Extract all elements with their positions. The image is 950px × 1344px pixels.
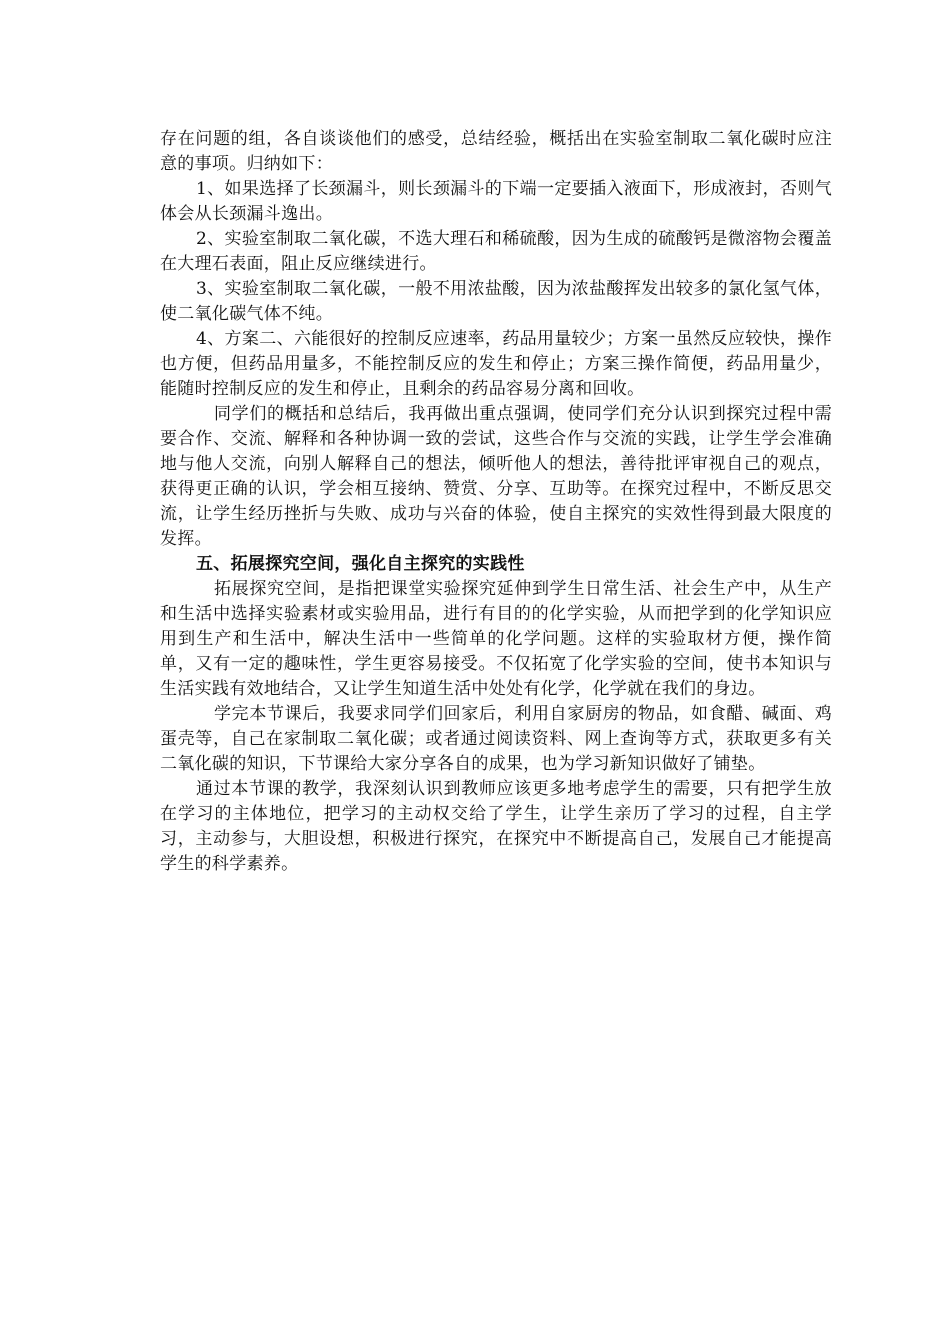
document-page — [160, 127, 832, 877]
paragraph-intro: 存在问题的组，各自谈谈他们的感受，总结经验，概括出在实验室制取二氧化碳时应注意的事项。归纳如下： — [160, 129, 832, 174]
paragraph-conclusion: 通过本节课的教学，我深刻认识到教师应该更多地考虑学生的需要，只有把学生放在学习的主体地位，把学习的主动权交给了学生，让学生亲历了学习的过程，自主学习，主动参与，大胆设想，积极进行探究，在探究中不断提高自己，发展自己才能提高学生的科学素养。 — [160, 779, 832, 874]
list-item-4: 4、方案二、六能很好的控制反应速率，药品用量较少；方案一虽然反应较快，操作也方便，但药品用量多，不能控制反应的发生和停止；方案三操作简便，药品用量少，能随时控制反应的发生和停止，且剩余的药品容易分离和回收。 — [160, 329, 832, 399]
section-heading-5: 五、拓展探究空间，强化自主探究的实践性 — [196, 554, 525, 574]
list-item-3: 3、实验室制取二氧化碳，一般不用浓盐酸，因为浓盐酸挥发出较多的氯化氢气体，使二氧化碳气体不纯。 — [160, 279, 832, 324]
paragraph-expand: 拓展探究空间，是指把课堂实验探究延伸到学生日常生活、社会生产中，从生产和生活中选择实验素材或实验用品，进行有目的的化学实验，从而把学到的化学知识应用到生产和生活中，解决生活中一些简单的化学问题。这样的实验取材方便，操作简单，又有一定的趣味性，学生更容易接受。不仅拓宽了化学实验的空间，使书本知识与生活实践有效地结合，又让学生知道生活中处处有化学，化学就在我们的身边。 — [160, 579, 832, 699]
list-item-2: 2、实验室制取二氧化碳，不选大理石和稀硫酸，因为生成的硫酸钙是微溶物会覆盖在大理石表面，阻止反应继续进行。 — [160, 229, 832, 274]
paragraph-homework: 学完本节课后，我要求同学们回家后，利用自家厨房的物品，如食醋、碱面、鸡蛋壳等，自己在家制取二氧化碳；或者通过阅读资料、网上查询等方式，获取更多有关二氧化碳的知识，下节课给大家分享各自的成果，也为学习新知识做好了铺垫。 — [160, 704, 832, 774]
paragraph-summary: 同学们的概括和总结后，我再做出重点强调，使同学们充分认识到探究过程中需要合作、交流、解释和各种协调一致的尝试，这些合作与交流的实践，让学生学会准确地与他人交流，向别人解释自己的想法，倾听他人的想法，善待批评审视自己的观点，获得更正确的认识，学会相互接纳、赞赏、分享、互助等。在探究过程中，不断反思交流，让学生经历挫折与失败、成功与兴奋的体验，使自主探究的实效性得到最大限度的发挥。 — [160, 404, 832, 549]
list-item-1: 1、如果选择了长颈漏斗，则长颈漏斗的下端一定要插入液面下，形成液封，否则气体会从长颈漏斗逸出。 — [160, 179, 832, 224]
